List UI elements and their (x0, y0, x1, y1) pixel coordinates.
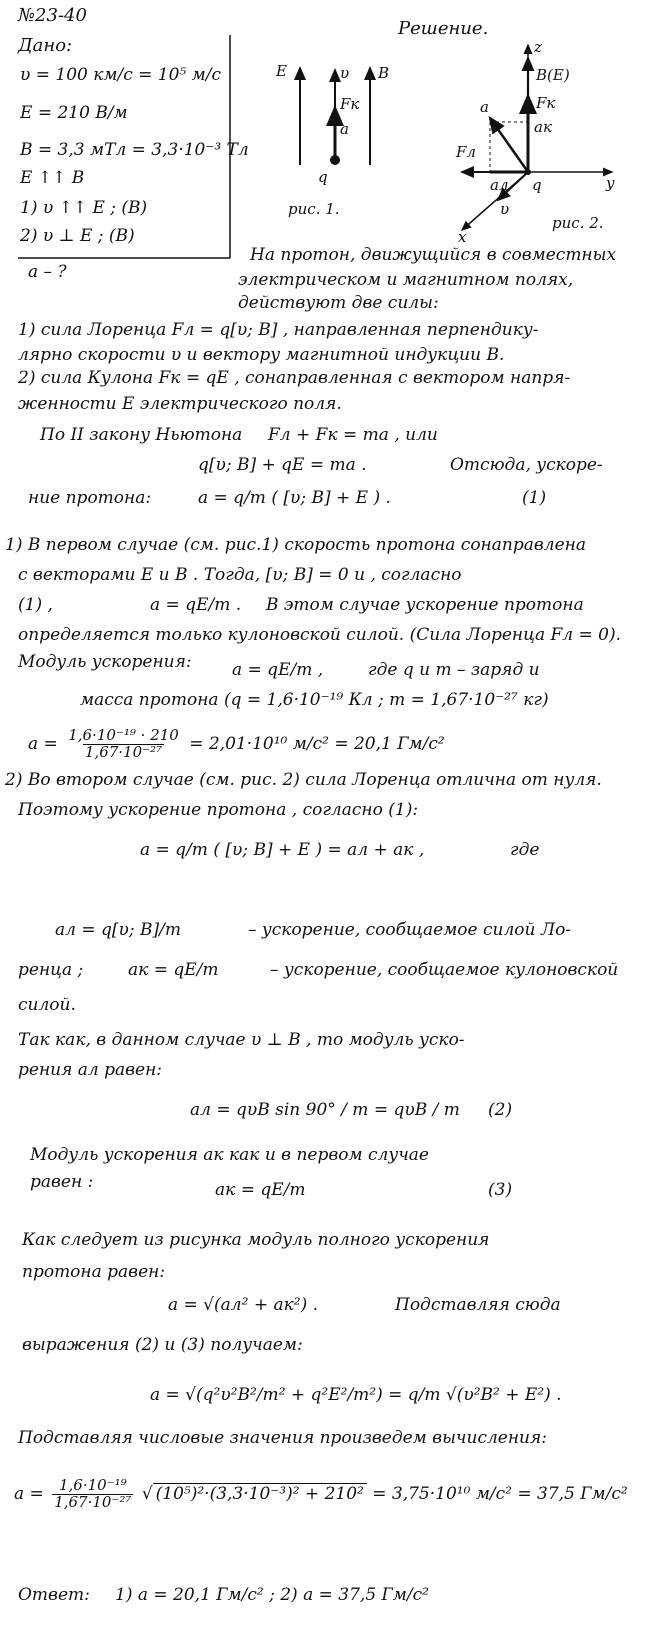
case1-constants: масса протона (q = 1,6·10⁻¹⁹ Кл ; m = 1,67·10⁻²⁷ кг) (80, 690, 549, 710)
force-coulomb-line-2: женности E электрического поля. (18, 394, 342, 414)
fig1-label-fk: Fк (340, 95, 360, 113)
fig1-label-v: υ (340, 64, 350, 82)
case1-line-4: определяется только кулоновской силой. (Сила Лоренца Fл = 0). (18, 625, 622, 645)
fig1-proton-dot (330, 155, 340, 165)
problem-number: №23-40 (18, 5, 87, 26)
substitute-formula: a = √(q²υ²B²/m² + q²E²/m²) = q/m √(υ²B² + E²) . (150, 1385, 562, 1405)
case1-modulus-tail: где q и m – заряд и (368, 660, 540, 680)
given-e-b-direction: E ↑↑ B (20, 168, 85, 188)
case1-formula: a = qE/m . (150, 595, 242, 615)
given-electric-field: E = 210 В/м (20, 103, 128, 123)
case2-line-1: 2) Во втором случае (см. рис. 2) сила Лоренца отлична от нуля. (5, 770, 602, 790)
newton-label: По II закону Ньютона (40, 425, 243, 445)
fig1-caption: рис. 1. (288, 200, 340, 218)
fig2-label-b: B(E) (536, 66, 570, 84)
perp-line-2: рения aл равен: (18, 1060, 163, 1080)
final-calc-numerator: 1,6·10⁻¹⁹ (58, 1476, 127, 1494)
al-description-2: ренца ; (18, 960, 84, 980)
force-coulomb-line: 2) сила Кулона Fк = qE , сонаправленная с вектором напря- (18, 368, 571, 388)
fig1-label-b: B (378, 64, 390, 82)
solution-label: Решение. (398, 18, 489, 39)
force-lorentz-line-2: лярно скорости υ и вектору магнитной индукции B. (18, 345, 505, 365)
al-description: – ускорение, сообщаемое силой Ло- (248, 920, 572, 940)
fig2-label-z: z (534, 38, 542, 56)
fig2-label-ak: aк (534, 118, 552, 136)
perp-line-1: Так как, в данном случае υ ⊥ B , то модуль уско- (18, 1030, 465, 1050)
fig2-proton-dot (525, 169, 531, 175)
final-calculation: a = $\frac{\text{1,6·10⁻¹⁹}}{\text{1,67·10⁻²⁷}}$ √ (10⁵)²·(3,3·10⁻³)² + 210² = 3,75·10¹⁰ м/с² = 37,5 Гм/с² (14, 1476, 628, 1511)
calculation-intro: Подставляя числовые значения произведем вычисления: (18, 1428, 547, 1448)
case1-modulus-label: Модуль ускорения: (18, 652, 192, 672)
fig2-label-a: a (480, 98, 489, 116)
case1-line-1: 1) В первом случае (см. рис.1) скорость протона сонаправлена (5, 535, 586, 555)
total-formula: a = √(aл² + aк²) . (168, 1295, 319, 1315)
case2-formula: a = q/m ( [υ; B] + E ) = aл + aк , (140, 840, 425, 860)
case1-calculation: a = $\frac{\text{1,6·10⁻¹⁹ · 210}}{\text{1,67·10⁻²⁷}}$ = 2,01·10¹⁰ м/с² = 20,1 Гм/с² (28, 726, 445, 761)
final-calc-root: (10⁵)²·(3,3·10⁻³)² + 210² (153, 1483, 367, 1504)
find-label: a – ? (28, 262, 67, 282)
equation-number-1: (1) (522, 488, 547, 508)
force-lorentz-line: 1) сила Лоренца Fл = q[υ; B] , направленная перпендику- (18, 320, 539, 340)
case1-ref: (1) , (18, 595, 53, 615)
fig2-label-al: aл (490, 176, 509, 194)
intro-line-2: электрическом и магнитном полях, (238, 270, 574, 290)
case1-line-2: с векторами E и B . Тогда, [υ; B] = 0 и , согласно (18, 565, 462, 585)
intro-line-1: На протон, движущийся в совместных (250, 245, 617, 265)
ak-description: – ускорение, сообщаемое кулоновской (270, 960, 619, 980)
ak-line-1: Модуль ускорения aк как и в первом случае (30, 1145, 429, 1165)
case1-tail: В этом случае ускорение протона (266, 595, 584, 615)
given-case-1: 1) υ ↑↑ E ; (B) (20, 198, 148, 218)
answer-label: Ответ: (18, 1585, 90, 1605)
acceleration-equation: a = q/m ( [υ; B] + E ) . (198, 488, 391, 508)
fig2-label-fl: Fл (456, 143, 476, 161)
al-formula: aл = qυB sin 90° / m = qυB / m (190, 1100, 460, 1120)
figure-1 (300, 68, 370, 165)
al-definition: aл = q[υ; B]/m (55, 920, 181, 940)
answer-values: 1) a = 20,1 Гм/с² ; 2) a = 37,5 Гм/с² (115, 1585, 429, 1605)
fig2-caption: рис. 2. (552, 214, 604, 232)
fig1-label-e: E (276, 62, 287, 80)
fig1-label-q: q (318, 168, 328, 186)
newton-tail: Отсюда, ускоре- (450, 455, 603, 475)
equation-number-2: (2) (488, 1100, 513, 1120)
case1-calc-numerator: 1,6·10⁻¹⁹ · 210 (68, 726, 179, 744)
case1-calc-result: = 2,01·10¹⁰ м/с² = 20,1 Гм/с² (189, 733, 445, 754)
case1-modulus-formula: a = qE/m , (232, 660, 324, 680)
given-velocity: υ = 100 км/с = 10⁵ м/с (20, 65, 221, 85)
ak-formula: aк = qE/m (215, 1180, 306, 1200)
fig2-label-v: υ (500, 200, 510, 218)
total-line-1: Как следует из рисунка модуль полного ускорения (22, 1230, 490, 1250)
newton-equation: Fл + Fк = ma , или (268, 425, 438, 445)
final-calc-result: = 3,75·10¹⁰ м/с² = 37,5 Гм/с² (372, 1483, 628, 1504)
substitute-line: выражения (2) и (3) получаем: (22, 1335, 303, 1355)
given-label: Дано: (18, 35, 73, 56)
case2-where: где (510, 840, 540, 860)
intro-line-3: действуют две силы: (238, 293, 439, 313)
fig2-label-x: x (458, 228, 467, 246)
case2-line-2: Поэтому ускорение протона , согласно (1): (18, 800, 419, 820)
given-magnetic-field: B = 3,3 мТл = 3,3·10⁻³ Тл (20, 140, 249, 160)
fig1-label-a: a (340, 120, 349, 138)
equation-number-3: (3) (488, 1180, 513, 1200)
case1-calc-denominator: 1,67·10⁻²⁷ (84, 742, 163, 761)
fig2-label-y: y (606, 174, 615, 192)
ak-description-2: силой. (18, 995, 76, 1015)
ak-definition: aк = qE/m (128, 960, 219, 980)
fig2-label-fk: Fк (536, 94, 556, 112)
fig2-label-q: q (532, 176, 542, 194)
total-line-2: протона равен: (22, 1262, 166, 1282)
newton-equation-expanded: q[υ; B] + qE = ma . (198, 455, 367, 475)
ak-line-2: равен : (30, 1172, 94, 1192)
total-tail: Подставляя сюда (395, 1295, 561, 1315)
acceleration-label: ние протона: (28, 488, 152, 508)
final-calc-denominator: 1,67·10⁻²⁷ (54, 1492, 132, 1511)
fig2-a-arrow (490, 118, 528, 172)
given-case-2: 2) υ ⊥ E ; (B) (20, 226, 135, 246)
